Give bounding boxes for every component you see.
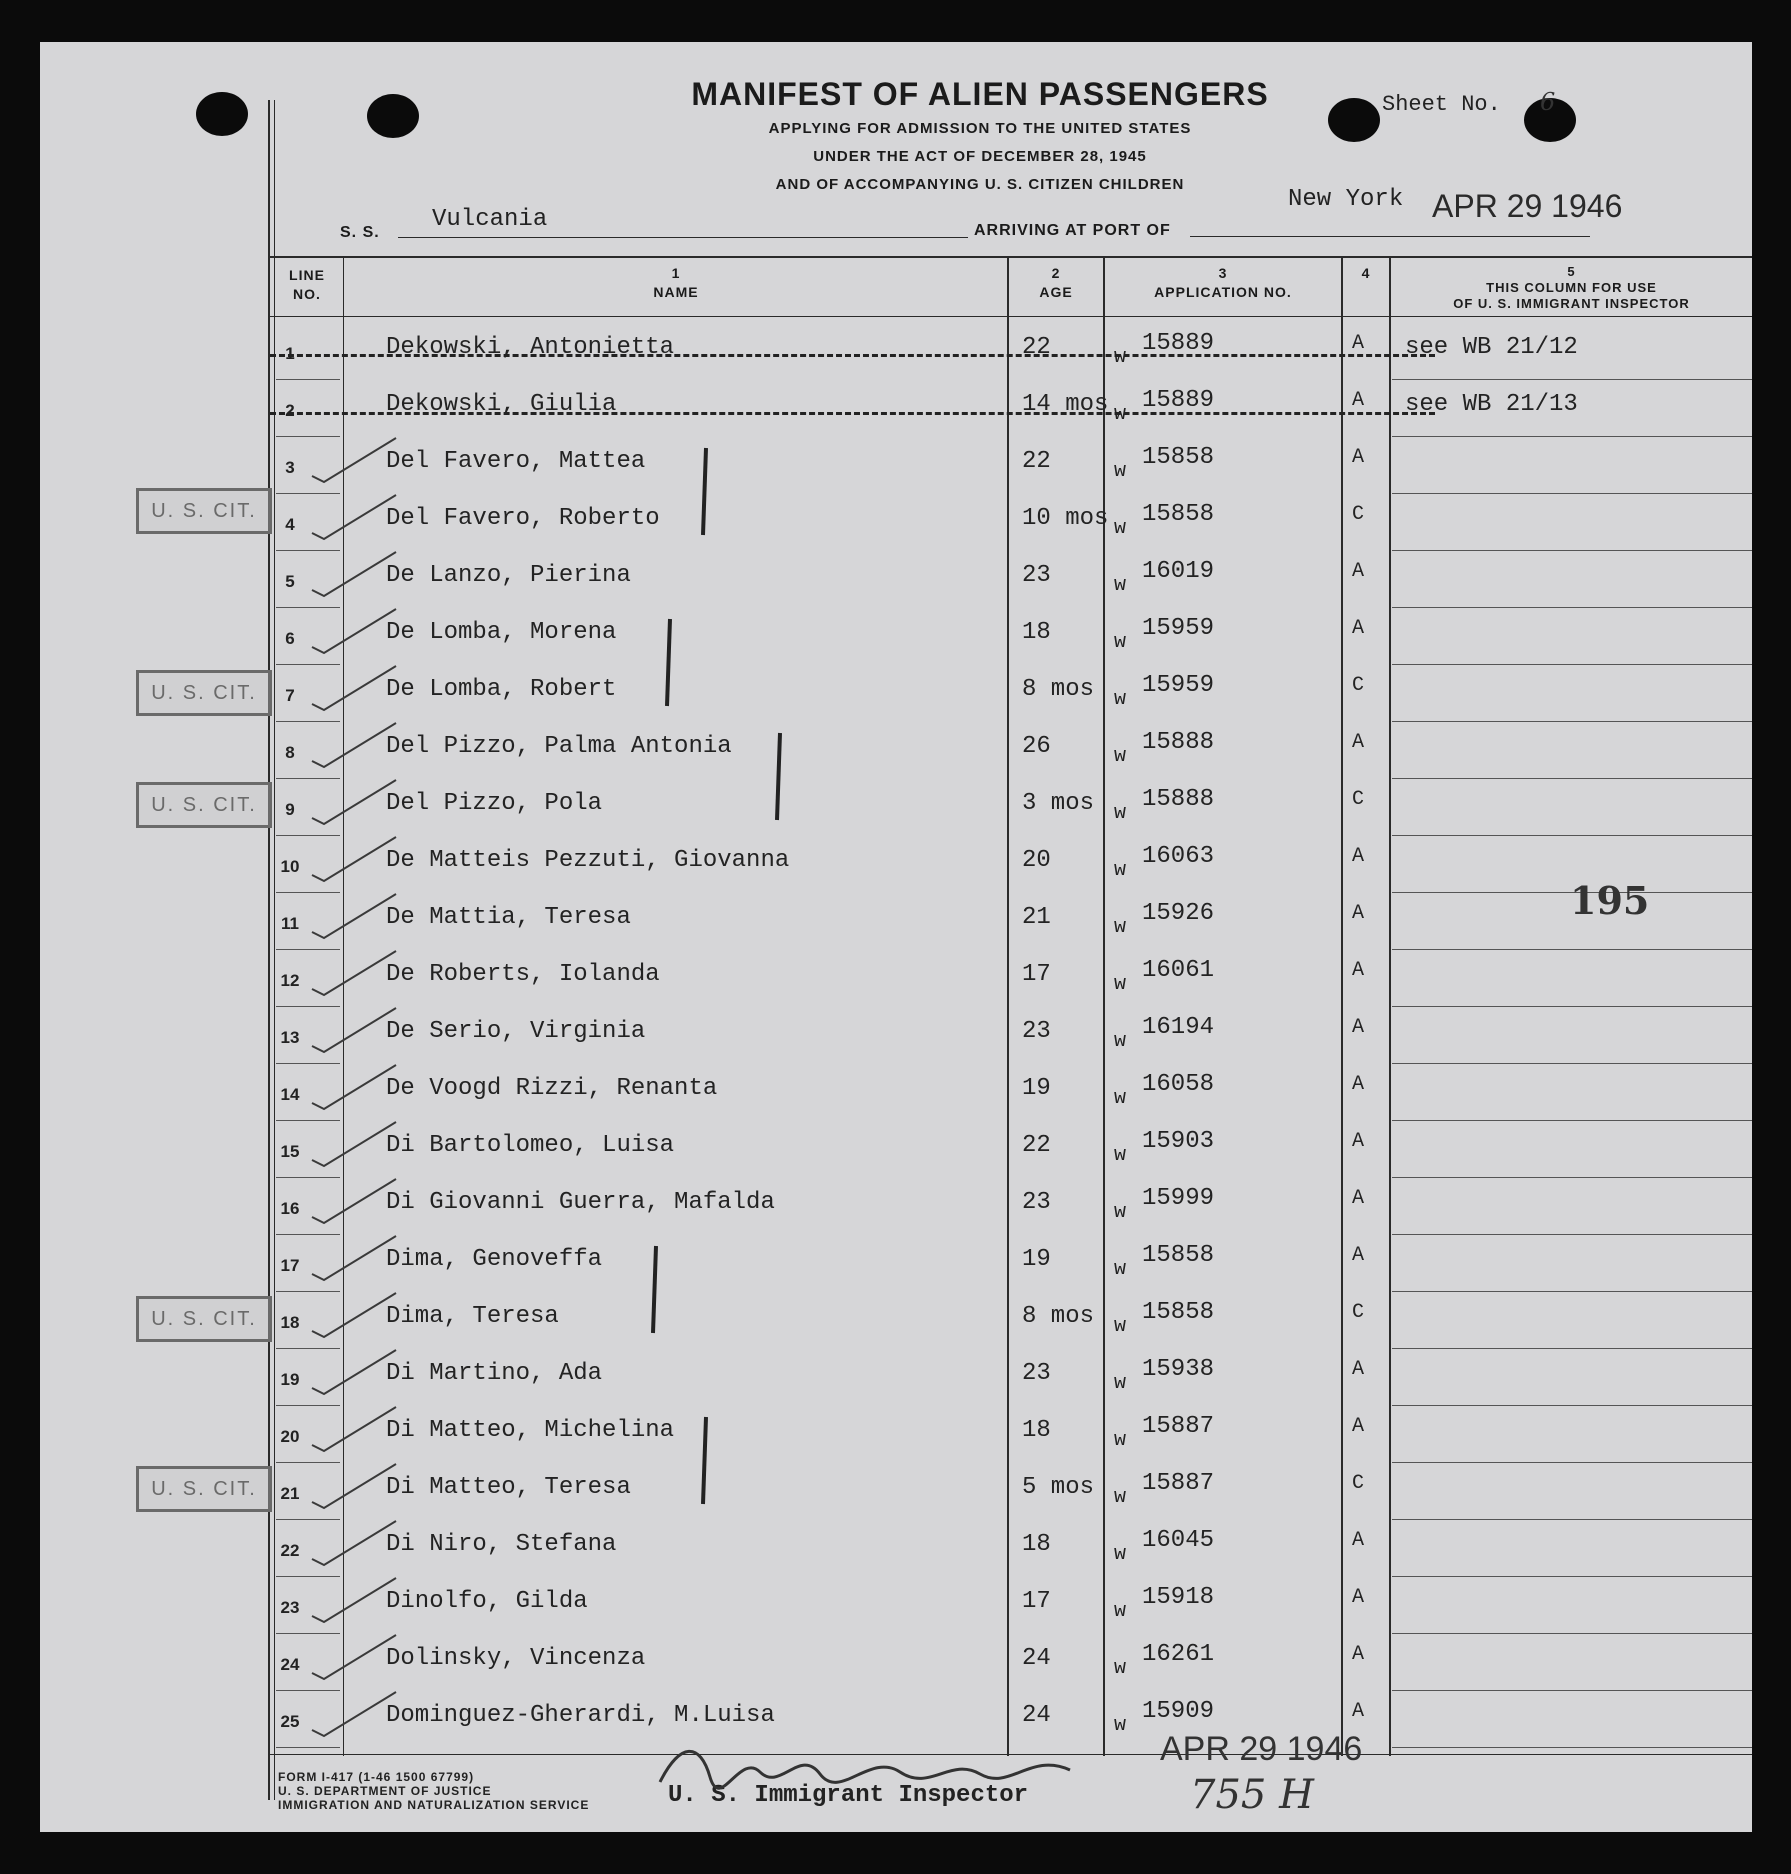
status-code: A [1352, 959, 1365, 982]
passenger-age: 18 [1022, 1417, 1051, 1444]
us-cit-stamp: U. S. CIT. [136, 488, 272, 534]
passenger-name: Di Niro, Stefana [386, 1531, 617, 1558]
application-number: 16019 [1142, 558, 1215, 585]
passenger-w: w [1114, 403, 1127, 426]
application-number: 15887 [1142, 1470, 1215, 1497]
line-number: 8 [285, 743, 295, 762]
passenger-age: 18 [1022, 619, 1051, 646]
passenger-w: w [1114, 745, 1127, 768]
passenger-age: 3 mos [1022, 790, 1095, 817]
application-number: 15858 [1142, 1299, 1215, 1326]
application-number: 16061 [1142, 957, 1215, 984]
inspector-note: see WB 21/12 [1405, 334, 1578, 361]
status-code: A [1352, 845, 1365, 868]
form-footer: FORM I-417 (1-46 1500 67799) U. S. DEPARTMENT OF JUSTICE IMMIGRATION AND NATURALIZATION SERVICE [278, 1770, 590, 1812]
status-code: A [1352, 1187, 1365, 1210]
arriving-label: ARRIVING AT PORT OF [974, 222, 1171, 239]
passenger-name: Di Bartolomeo, Luisa [386, 1132, 675, 1159]
line-number: 19 [280, 1370, 300, 1389]
application-number: 15959 [1142, 672, 1215, 699]
passenger-name: Del Favero, Mattea [386, 448, 646, 475]
application-number: 16194 [1142, 1014, 1215, 1041]
application-number: 15889 [1142, 330, 1215, 357]
passenger-name: De Voogd Rizzi, Renanta [386, 1075, 718, 1102]
passenger-w: w [1114, 802, 1127, 825]
application-number: 15999 [1142, 1185, 1215, 1212]
passenger-w: w [1114, 688, 1127, 711]
passenger-name: De Matteis Pezzuti, Giovanna [386, 847, 790, 874]
signature-number: 755 H [1190, 1772, 1314, 1818]
ss-label: S. S. [340, 224, 380, 241]
passenger-age: 17 [1022, 1588, 1051, 1615]
check-mark [312, 495, 396, 539]
line-number: 10 [280, 857, 300, 876]
line-number: 14 [280, 1085, 300, 1104]
us-cit-stamp: U. S. CIT. [136, 782, 272, 828]
inspector-note: see WB 21/13 [1405, 391, 1578, 418]
line-number: 20 [280, 1427, 300, 1446]
passenger-age: 23 [1022, 562, 1051, 589]
passenger-w: w [1114, 1315, 1127, 1338]
status-code: A [1352, 389, 1365, 412]
passenger-age: 8 mos [1022, 676, 1095, 703]
check-mark [312, 438, 396, 482]
passenger-w: w [1114, 1258, 1127, 1281]
line-number: 25 [280, 1712, 300, 1731]
application-number: 15858 [1142, 1242, 1215, 1269]
ship-name: Vulcania [432, 206, 548, 233]
status-code: A [1352, 902, 1365, 925]
passenger-w: w [1114, 517, 1127, 540]
line-number: 15 [280, 1142, 300, 1161]
check-mark [312, 1407, 396, 1451]
check-mark [312, 951, 396, 995]
passenger-age: 23 [1022, 1360, 1051, 1387]
passenger-w: w [1114, 1657, 1127, 1680]
family-bracket [777, 733, 780, 820]
passenger-w: w [1114, 859, 1127, 882]
col-header-age: 2 AGE [1039, 265, 1073, 300]
application-number: 15889 [1142, 387, 1215, 414]
passenger-w: w [1114, 1372, 1127, 1395]
passenger-w: w [1114, 631, 1127, 654]
form-title: MANIFEST OF ALIEN PASSENGERS [691, 76, 1269, 112]
signature-date: APR 29 1946 [1160, 1730, 1363, 1768]
passenger-w: w [1114, 574, 1127, 597]
status-code: A [1352, 446, 1365, 469]
passenger-w: w [1114, 460, 1127, 483]
application-number: 15903 [1142, 1128, 1215, 1155]
col-header-application: 3 APPLICATION NO. [1154, 265, 1292, 300]
passenger-name: De Lanzo, Pierina [386, 562, 631, 589]
passenger-w: w [1114, 1600, 1127, 1623]
status-code: A [1352, 1643, 1365, 1666]
passenger-name: Dominguez-Gherardi, M.Luisa [386, 1702, 775, 1729]
line-number: 13 [280, 1028, 300, 1047]
passenger-age: 23 [1022, 1189, 1051, 1216]
status-code: C [1352, 1301, 1365, 1324]
status-code: C [1352, 674, 1365, 697]
line-number: 5 [285, 572, 295, 591]
line-number: 7 [285, 686, 295, 705]
application-number: 15926 [1142, 900, 1215, 927]
us-cit-stamp: U. S. CIT. [136, 1466, 272, 1512]
check-mark [312, 1122, 396, 1166]
status-code: A [1352, 617, 1365, 640]
us-cit-stamp: U. S. CIT. [136, 1296, 272, 1342]
handwritten-marks [40, 42, 1752, 1832]
application-number: 15918 [1142, 1584, 1215, 1611]
status-code: A [1352, 1700, 1365, 1723]
port-name: New York [1288, 186, 1404, 213]
col-header-name: 1 NAME [653, 265, 699, 300]
passenger-age: 19 [1022, 1246, 1051, 1273]
passenger-age: 22 [1022, 334, 1051, 361]
application-number: 15858 [1142, 501, 1215, 528]
application-number: 16058 [1142, 1071, 1215, 1098]
passenger-age: 22 [1022, 448, 1051, 475]
status-code: A [1352, 1529, 1365, 1552]
passenger-w: w [1114, 1087, 1127, 1110]
passenger-name: De Lomba, Robert [386, 676, 617, 703]
status-code: C [1352, 503, 1365, 526]
passenger-w: w [1114, 1144, 1127, 1167]
passenger-age: 23 [1022, 1018, 1051, 1045]
passenger-name: Del Pizzo, Pola [386, 790, 603, 817]
passenger-name: Dima, Teresa [386, 1303, 559, 1330]
passenger-age: 24 [1022, 1702, 1051, 1729]
status-code: A [1352, 1244, 1365, 1267]
application-number: 16261 [1142, 1641, 1215, 1668]
passenger-age: 19 [1022, 1075, 1051, 1102]
check-mark [312, 1692, 396, 1736]
line-number: 6 [285, 629, 295, 648]
passenger-age: 21 [1022, 904, 1051, 931]
status-code: A [1352, 1415, 1365, 1438]
family-bracket [667, 619, 670, 706]
passenger-name: Dinolfo, Gilda [386, 1588, 588, 1615]
passenger-age: 18 [1022, 1531, 1051, 1558]
application-number: 15938 [1142, 1356, 1215, 1383]
line-number: 3 [285, 458, 295, 477]
application-number: 15888 [1142, 786, 1215, 813]
line-number: 22 [280, 1541, 300, 1560]
check-mark [312, 723, 396, 767]
check-mark [312, 1521, 396, 1565]
family-bracket [653, 1246, 656, 1333]
inspector-label: U. S. Immigrant Inspector [668, 1782, 1029, 1809]
sheet-label: Sheet No. [1382, 92, 1501, 117]
status-code: A [1352, 560, 1365, 583]
passenger-w: w [1114, 1543, 1127, 1566]
col-header-inspector: 5 THIS COLUMN FOR USE OF U. S. IMMIGRANT INSPECTOR [1453, 264, 1690, 311]
line-number: 2 [285, 401, 295, 420]
passenger-w: w [1114, 1030, 1127, 1053]
passenger-age: 10 mos [1022, 505, 1109, 532]
line-number: 24 [280, 1655, 300, 1674]
line-number: 11 [281, 914, 299, 933]
col-header-line-no: LINE NO. [289, 267, 325, 302]
status-code: C [1352, 788, 1365, 811]
margin-number: 195 [1570, 878, 1650, 923]
line-number: 12 [280, 971, 300, 990]
passenger-name: Di Martino, Ada [386, 1360, 603, 1387]
check-mark [312, 1635, 396, 1679]
passenger-w: w [1114, 1429, 1127, 1452]
line-number: 17 [280, 1256, 300, 1275]
date-stamp: APR 29 1946 [1432, 188, 1623, 224]
us-cit-stamp: U. S. CIT. [136, 670, 272, 716]
line-number: 1 [285, 344, 295, 363]
status-code: C [1352, 1472, 1365, 1495]
family-bracket [703, 1417, 706, 1504]
passenger-name: De Serio, Virginia [386, 1018, 646, 1045]
passenger-age: 20 [1022, 847, 1051, 874]
passenger-name: Di Matteo, Michelina [386, 1417, 675, 1444]
passenger-age: 5 mos [1022, 1474, 1095, 1501]
line-number: 16 [280, 1199, 300, 1218]
line-number: 9 [285, 800, 295, 819]
sheet-number: 6 [1540, 88, 1556, 116]
line-number: 21 [280, 1484, 300, 1503]
check-mark [312, 1008, 396, 1052]
form-subtitle-3: AND OF ACCOMPANYING U. S. CITIZEN CHILDREN [775, 176, 1185, 193]
passenger-name: Dekowski, Antonietta [386, 334, 675, 361]
check-mark [312, 780, 396, 824]
passenger-age: 22 [1022, 1132, 1051, 1159]
passenger-age: 26 [1022, 733, 1051, 760]
form-subtitle-1: APPLYING FOR ADMISSION TO THE UNITED STATES [768, 120, 1192, 137]
check-mark [312, 1464, 396, 1508]
status-code: A [1352, 1016, 1365, 1039]
check-mark [312, 552, 396, 596]
application-number: 15909 [1142, 1698, 1215, 1725]
passenger-age: 24 [1022, 1645, 1051, 1672]
line-number: 18 [280, 1313, 300, 1332]
passenger-age: 17 [1022, 961, 1051, 988]
status-code: A [1352, 332, 1365, 355]
passenger-name: De Lomba, Morena [386, 619, 617, 646]
passenger-name: Di Giovanni Guerra, Mafalda [386, 1189, 775, 1216]
passenger-name: Del Pizzo, Palma Antonia [386, 733, 732, 760]
passenger-name: De Mattia, Teresa [386, 904, 631, 931]
passenger-name: Dekowski, Giulia [386, 391, 617, 418]
passenger-w: w [1114, 346, 1127, 369]
passenger-age: 8 mos [1022, 1303, 1095, 1330]
line-number: 23 [280, 1598, 300, 1617]
check-mark [312, 1293, 396, 1337]
passenger-age: 14 mos [1022, 391, 1109, 418]
status-code: A [1352, 1073, 1365, 1096]
check-mark [312, 837, 396, 881]
application-number: 16045 [1142, 1527, 1215, 1554]
status-code: A [1352, 1586, 1365, 1609]
passenger-name: Dima, Genoveffa [386, 1246, 603, 1273]
check-mark [312, 894, 396, 938]
status-code: A [1352, 731, 1365, 754]
check-mark [312, 609, 396, 653]
application-number: 15888 [1142, 729, 1215, 756]
check-mark [312, 666, 396, 710]
check-mark [312, 1065, 396, 1109]
passenger-w: w [1114, 1486, 1127, 1509]
col-header-4: 4 [1361, 265, 1371, 281]
passenger-w: w [1114, 1714, 1127, 1737]
passenger-name: Dolinsky, Vincenza [386, 1645, 646, 1672]
passenger-w: w [1114, 1201, 1127, 1224]
line-number: 4 [285, 515, 295, 534]
application-number: 15959 [1142, 615, 1215, 642]
status-code: A [1352, 1358, 1365, 1381]
check-mark [312, 1578, 396, 1622]
passenger-w: w [1114, 916, 1127, 939]
status-code: A [1352, 1130, 1365, 1153]
passenger-w: w [1114, 973, 1127, 996]
application-number: 15887 [1142, 1413, 1215, 1440]
manifest-sheet [40, 42, 1752, 1832]
application-number: 15858 [1142, 444, 1215, 471]
application-number: 16063 [1142, 843, 1215, 870]
passenger-name: Di Matteo, Teresa [386, 1474, 631, 1501]
check-mark [312, 1350, 396, 1394]
passenger-name: De Roberts, Iolanda [386, 961, 660, 988]
check-mark [312, 1179, 396, 1223]
passenger-name: Del Favero, Roberto [386, 505, 660, 532]
check-mark [312, 1236, 396, 1280]
family-bracket [703, 448, 706, 535]
form-subtitle-2: UNDER THE ACT OF DECEMBER 28, 1945 [813, 148, 1147, 165]
